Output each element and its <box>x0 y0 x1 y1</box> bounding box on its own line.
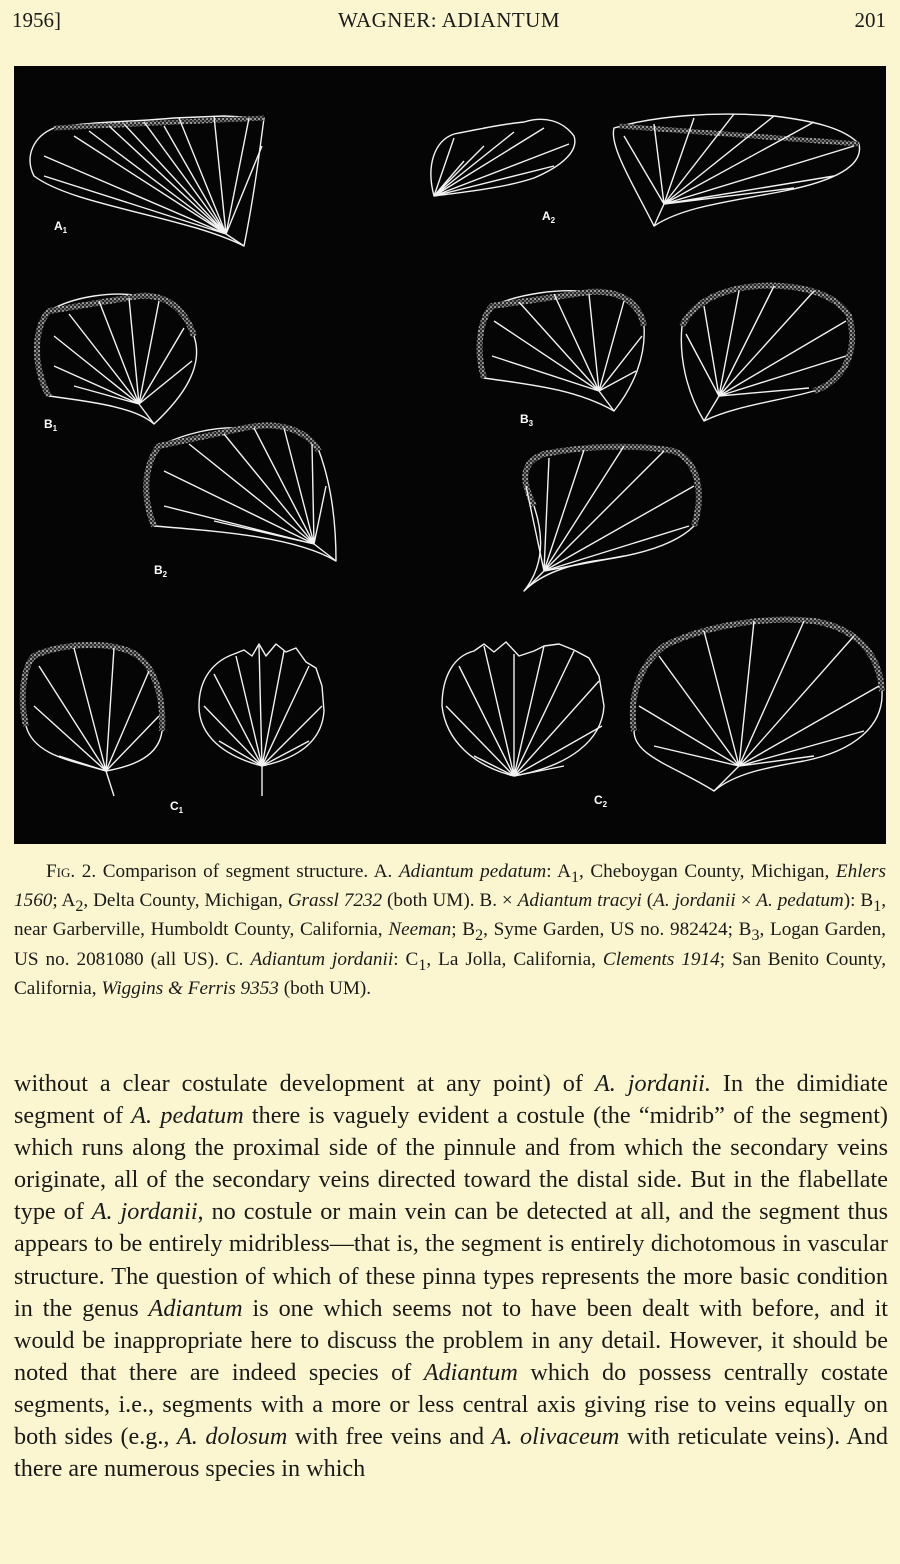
body-paragraph: without a clear costulate development at any point) of A. jordanii. In the dimidiate segment of A. pedatum there is vaguely evident a costule (the “midrib” of the segment) which runs along the proximal side of the pinnule and from which the secondary veins originate, all of the secondary veins directed toward the distal side. But in the flabellate type of A. jordanii, no costule or main vein can be detected at all, and the segment thus appears to be entirely midribless—that is, the segment is entirely dichotomous in vascular structure. The question of which of these pinna types represents the more basic condition in the genus Adiantum is one which seems not to have been dealt with before, and it would be inappropriate here to discuss the problem in any detail. However, it should be noted that there are indeed species of Adiantum which do possess centrally costate segments, i.e., segments with a more or less central axis giving rise to veins equally on both sides (e.g., A. dolosum with free veins and A. olivaceum with reticulate veins). And there are numerous species in which <box>14 1070 889 1483</box>
segment-b3-right <box>681 286 852 421</box>
segment-b2 <box>146 426 336 561</box>
segment-c1-left <box>23 645 163 796</box>
figure-plate <box>14 66 886 844</box>
segment-b-middle <box>524 446 699 591</box>
label-c1: $C_1$ <box>170 799 184 815</box>
label-b2: $B_2$ <box>154 563 168 579</box>
figure-drawings <box>14 66 886 844</box>
segment-b1 <box>37 294 197 424</box>
figure-caption: Fig. 2. Comparison of segment structure. A. Adiantum pedatum: $A_1$, Cheboygan County, Michigan, Ehlers 1560; $A_2$, Delta County, Michigan, Grassl 7232 (both UM). B. × Adiantum tracyi (A. jordanii × A. pedatum): $B_1$, near Garberville, Humboldt County, California, Neeman; $B_2$, Syme Garden, US no. 982424; $B_3$, Logan Garden, US no. 2081080 (all US). C. Adiantum jordanii: $C_1$, La Jolla, California, Clements 1914; San Benito County, California, Wiggins & Ferris 9353 (both UM). <box>14 861 886 999</box>
label-c2: $C_2$ <box>594 793 608 809</box>
running-header <box>12 8 886 36</box>
header-running-title: WAGNER: ADIANTUM <box>337 8 561 32</box>
segment-c2-right <box>633 620 882 791</box>
header-page-number: 201 <box>854 8 886 32</box>
segment-c1-right <box>199 644 324 796</box>
segment-c2-left <box>442 642 604 776</box>
segment-b3-left <box>480 291 645 411</box>
label-b3: $B_3$ <box>520 412 534 428</box>
segment-a2-large <box>613 114 859 226</box>
header-year: 1956] <box>12 8 61 32</box>
label-a2: $A_2$ <box>542 209 556 225</box>
segment-a2-small <box>431 119 575 196</box>
label-b1: $B_1$ <box>44 417 58 433</box>
label-a1: $A_1$ <box>54 219 68 235</box>
